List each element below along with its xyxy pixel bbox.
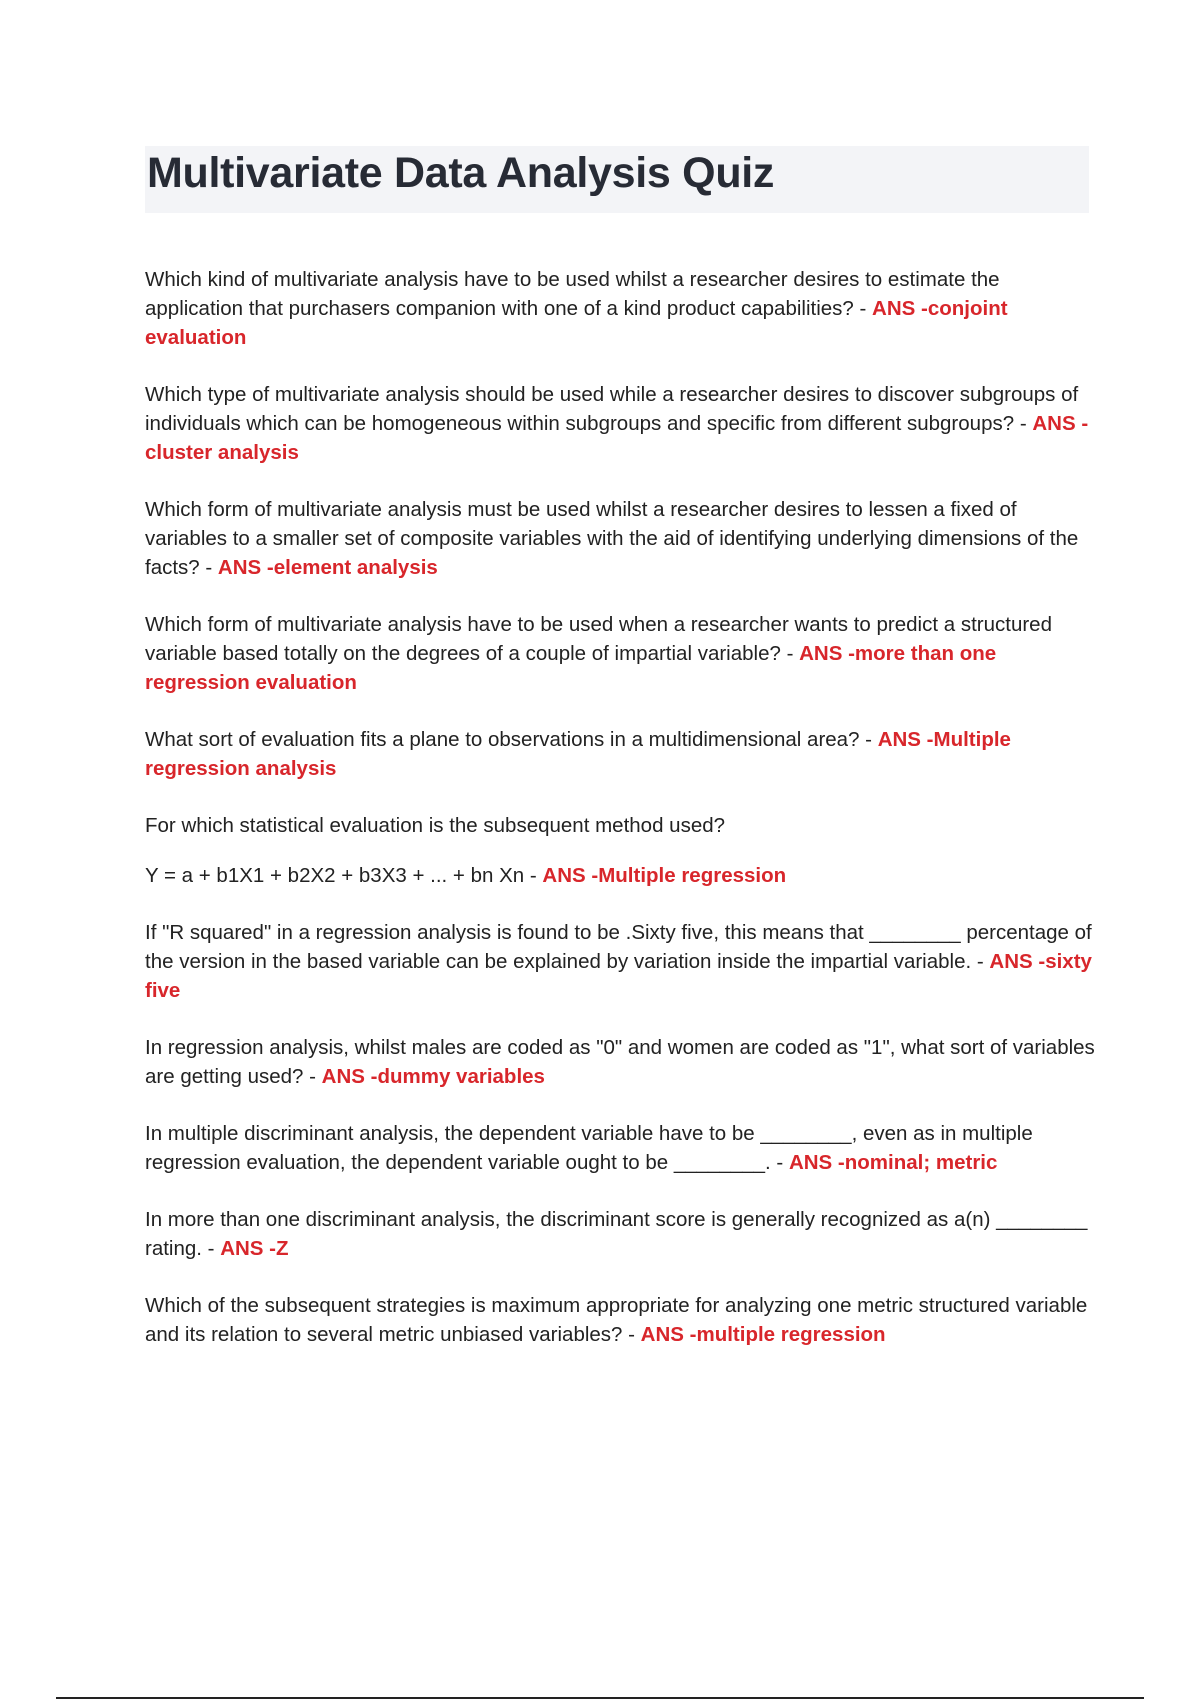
question-text: For which statistical evaluation is the subsequent method used? [145,814,726,837]
footer-divider [56,1697,1144,1699]
answer-text: ANS -multiple regression [640,1323,886,1346]
question-text: Which of the subsequent strategies is maximum appropriate for analyzing one metric structured variable and its relation to several metric unbiased variables? - [145,1294,1088,1346]
question-item [145,380,1095,467]
question-item [145,725,1095,783]
question-text: In regression analysis, whilst males are coded as "0" and women are coded as "1", what sort of variables are getting used? - [145,1036,1095,1088]
question-text: Which form of multivariate analysis have to be used when a researcher wants to predict a structured variable based totally on the degrees of a couple of impartial variable? - [145,613,1052,665]
question-item [145,495,1095,582]
answer-text: ANS -dummy variables [321,1065,545,1088]
question-text: In more than one discriminant analysis, the discriminant score is generally recognized as a(n) ________ rating. - [145,1208,1088,1260]
question-item [145,610,1095,697]
question-item [145,811,1095,840]
question-item [145,1033,1095,1091]
question-item [145,1205,1095,1263]
question-text: Which form of multivariate analysis must be used whilst a researcher desires to lessen a fixed of variables to a smaller set of composite variables with the aid of identifying underlying dimensions of the facts? - [145,498,1079,579]
question-item [145,1119,1095,1177]
answer-text: ANS -nominal; metric [788,1151,998,1174]
question-text: In multiple discriminant analysis, the dependent variable have to be ________, even as in multiple regression evaluation, the dependent variable ought to be ________. - [145,1122,1033,1174]
question-item [145,861,1095,890]
answer-text: ANS -Multiple regression analysis [145,728,1011,780]
answer-text: ANS -cluster analysis [145,412,1089,464]
question-item [145,1291,1095,1349]
question-text: Which kind of multivariate analysis have to be used whilst a researcher desires to estimate the application that purchasers companion with one of a kind product capabilities? - [145,268,1000,320]
answer-text: ANS -more than one regression evaluation [145,642,997,694]
answer-text: ANS -sixty five [145,950,1092,1002]
answer-text: ANS -Multiple regression [542,864,787,887]
question-text: Y = a + b1X1 + b2X2 + b3X3 + ... + bn Xn - [145,864,543,887]
question-item [145,918,1095,1005]
question-text: Which type of multivariate analysis should be used while a researcher desires to discover subgroups of individuals which can be homogeneous within subgroups and specific from different subgroups? - [145,383,1079,435]
page-title: Multivariate Data Analysis Quiz [147,149,775,197]
question-list [145,265,1095,1377]
question-item [145,265,1095,352]
answer-text: ANS -conjoint evaluation [145,297,1008,349]
answer-text: ANS -Z [220,1237,289,1260]
answer-text: ANS -element analysis [217,556,438,579]
question-text: What sort of evaluation fits a plane to observations in a multidimensional area? - [145,728,878,751]
question-text: If "R squared" in a regression analysis is found to be .Sixty five, this means that ________ percentage of the version in the based variable can be explained by variation inside the impartial variable. - [145,921,1092,973]
